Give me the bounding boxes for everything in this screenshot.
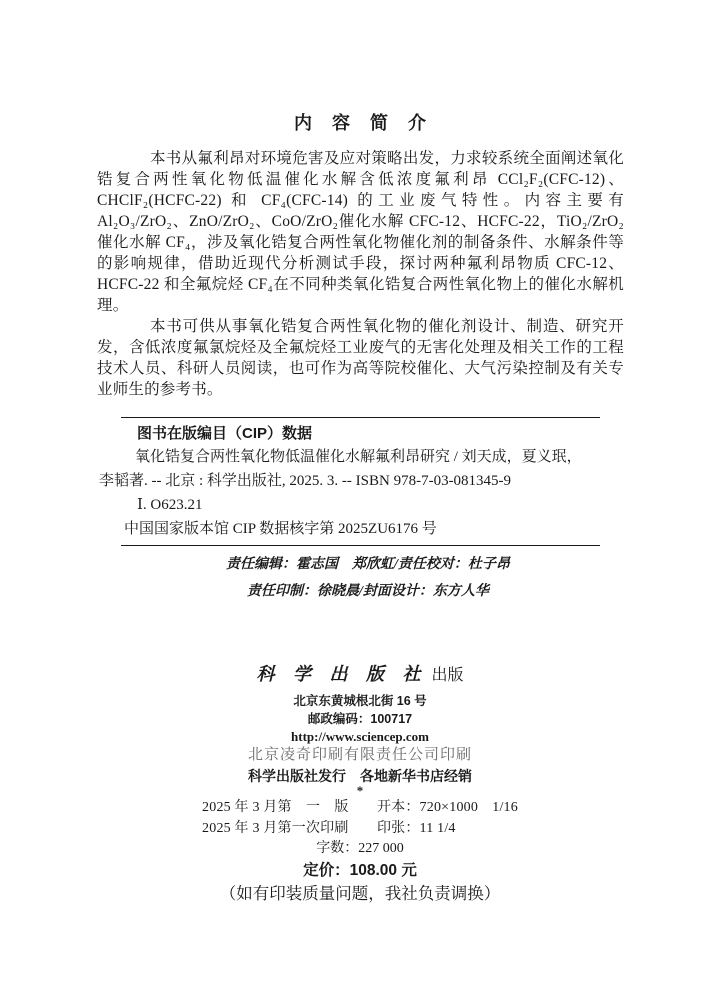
price-line: 定价：108.00 元: [303, 862, 417, 879]
publisher-address: 北京东黄城根北街 16 号: [293, 694, 427, 708]
distribution-line: 科学出版社发行 各地新华书店经销: [248, 768, 472, 784]
colophon-section: [0, 663, 720, 905]
edition-line-2: 2025 年 3 月第一次印刷 印张：11 1/4: [202, 821, 456, 836]
publisher-imprint-row: [0, 663, 720, 687]
edition-block: [202, 797, 518, 839]
printer-line: 北京凌奇印刷有限责任公司印刷: [247, 747, 472, 763]
intro-title: 内 容 简 介: [294, 113, 427, 133]
credits-section: [8, 551, 720, 605]
cip-heading: 图书在版编目（CIP）数据: [137, 425, 313, 442]
publisher-postcode: 邮政编码：100717: [307, 712, 413, 726]
publisher-website: http://www.sciencep.com: [291, 729, 429, 744]
cip-class-number: Ⅰ. O623.21: [137, 497, 203, 513]
intro-section: [97, 109, 624, 400]
asterisk-separator: *: [356, 783, 364, 798]
edition-line-1: 2025 年 3 月第 一 版 开本：720×1000 1/16: [202, 800, 518, 815]
credits-line-editors: 责任编辑：霍志国 郑欣虹/责任校对：杜子昂: [226, 557, 510, 572]
cip-record-number: 中国国家版本馆 CIP 数据核字第 2025ZU6176 号: [124, 521, 437, 537]
cip-title-line-1: 氧化锆复合两性氧化物低温催化水解氟利昂研究 / 刘天成，夏义珉，: [135, 449, 582, 465]
cip-title-line-2: 李韬著. -- 北京 : 科学出版社, 2025. 3. -- ISBN 978-7-03-081345-9: [99, 473, 512, 489]
cip-box: [99, 417, 600, 546]
publisher-imprint: 科 学 出 版 社: [256, 664, 428, 684]
word-count-line: 字数：227 000: [316, 841, 404, 856]
intro-paragraph-2: 本书可供从事氧化锆复合两性氧化物的催化剂设计、制造、研究开发，含低浓度氟氯烷烃及全氟烷烃工业废气的无害化处理及相关工作的工程技术人员、科研人员阅读，也可作为高等院校催化、大气污染控制及有关专业师生的参考书。: [97, 318, 624, 398]
publisher-imprint-suffix: 出版: [427, 667, 464, 684]
intro-paragraph-1: 本书从氟利昂对环境危害及应对策略出发，力求较系统全面阐述氧化锆复合两性氧化物低温催化水解含低浓度氟利昂 CCl₂F₂(CFC-12)、CHClF₂(HCFC-22) 和 CF₄(CFC-14) 的工业废气特性。内容主要有Al₂O₃/ZrO₂、ZnO/ZrO₂、CoO/ZrO₂催化水解 CFC-12、HCFC-22，TiO₂/ZrO₂催化水解 CF₄，涉及氧化锆复合两性氧化物催化剂的制备条件、水解条件等的影响规律，借助近现代分析测试手段，探讨两种氟利昂物质 CFC-12、HCFC-22 和全氟烷烃 CF₄在不同种类氧化锆复合两性氧化物上的催化水解机理。: [97, 150, 624, 314]
credits-line-print-design: 责任印制：徐晓晨/封面设计：东方人华: [247, 584, 489, 599]
quality-note: （如有印装质量问题，我社负责调换）: [219, 884, 501, 903]
